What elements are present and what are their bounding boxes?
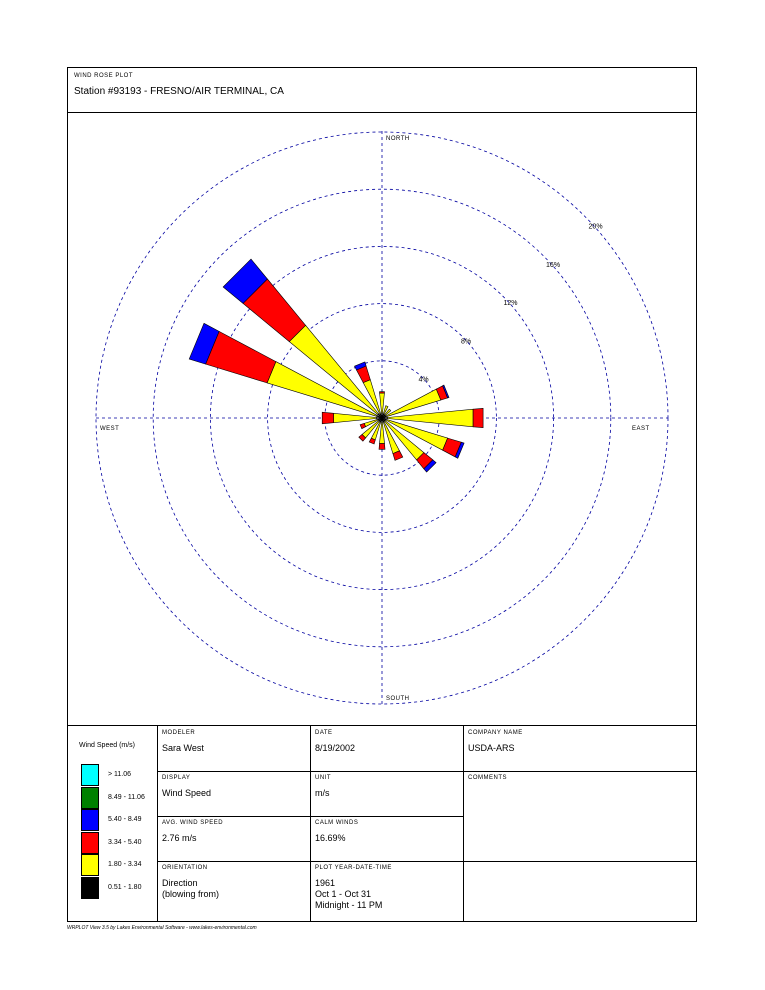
plot-year: 1961 <box>315 878 336 888</box>
ring-label-12: 12% <box>503 300 518 308</box>
east-label: EAST <box>632 426 650 432</box>
legend-title: Wind Speed (m/s) <box>79 742 136 749</box>
legend-label-2: 5.40 - 8.49 <box>108 816 142 823</box>
display-cell <box>158 771 310 816</box>
date-label: DATE <box>315 730 333 736</box>
ring-label-16: 16% <box>546 261 561 269</box>
modeler-cell <box>158 726 310 771</box>
ring-label-8: 8% <box>461 338 472 346</box>
wind-rose-plot-area <box>68 113 696 725</box>
plot-time-label: PLOT YEAR-DATE-TIME <box>315 865 392 871</box>
petal-67.5-bin-1 <box>386 389 441 417</box>
unit-label: UNIT <box>315 775 331 781</box>
orientation-label: ORIENTATION <box>162 865 208 871</box>
orientation-line-2: (blowing from) <box>162 889 220 899</box>
comments-label: COMMENTS <box>468 775 507 781</box>
orientation-value <box>162 878 219 900</box>
orientation-cell <box>158 861 310 922</box>
legend-label-5: 0.51 - 1.80 <box>108 883 142 891</box>
comments-cell <box>464 771 696 861</box>
petal-0-bin-2 <box>380 392 385 393</box>
calm-winds-value: 16.69% <box>315 833 346 843</box>
avg-speed-label: AVG. WIND SPEED <box>162 820 224 826</box>
north-label: NORTH <box>386 136 410 142</box>
petal-0-bin-1 <box>380 393 385 413</box>
unit-value: m/s <box>315 788 330 798</box>
petal-270-bin-1 <box>334 413 377 422</box>
plot-dates: Oct 1 - Oct 31 <box>315 889 372 899</box>
avg-speed-cell <box>158 816 310 861</box>
legend-label-0: > 11.06 <box>108 771 132 778</box>
company-value: USDA-ARS <box>468 743 515 753</box>
display-value: Wind Speed <box>162 788 212 798</box>
petal-247.5-bin-2 <box>360 423 366 428</box>
display-label: DISPLAY <box>162 775 191 781</box>
calm-winds-cell <box>311 816 463 861</box>
calm-winds-label: CALM WINDS <box>315 820 359 826</box>
date-cell <box>311 726 463 771</box>
wind-rose-chart <box>68 113 696 725</box>
petal-270-bin-2 <box>322 412 333 424</box>
date-value: 8/19/2002 <box>315 743 356 753</box>
legend-label-3: 3.34 - 5.40 <box>108 838 142 846</box>
plot-time-cell <box>311 861 463 922</box>
unit-cell <box>311 771 463 816</box>
info-table <box>68 725 696 921</box>
modeler-label: MODELER <box>162 730 196 736</box>
south-label: SOUTH <box>386 696 410 702</box>
avg-speed-value: 2.76 m/s <box>162 833 197 843</box>
legend-swatch-0 <box>81 764 99 786</box>
legend-label-4: 1.80 - 3.34 <box>108 861 142 868</box>
petal-180-bin-1 <box>380 422 385 443</box>
wind-rose-frame <box>67 67 697 922</box>
petal-180-bin-2 <box>379 444 385 450</box>
plot-header <box>68 68 696 113</box>
footer-credit: WRPLOT View 3.5 by Lakes Environmental Software - www.lakes-environmental.com <box>67 925 257 931</box>
orientation-line-1: Direction <box>162 878 198 888</box>
legend-label-1: 8.49 - 11.06 <box>108 793 145 801</box>
plot-time-value <box>315 878 382 911</box>
petal-90-bin-2 <box>473 408 483 427</box>
plot-hours: Midnight - 11 PM <box>315 900 383 910</box>
company-cell <box>464 726 696 771</box>
west-label: WEST <box>100 426 120 432</box>
company-label: COMPANY NAME <box>468 730 523 736</box>
legend-swatch-4 <box>81 854 99 876</box>
legend-swatch-2 <box>81 809 99 831</box>
legend-swatch-5 <box>81 877 99 899</box>
plot-type-label: WIND ROSE PLOT <box>74 73 134 79</box>
ring-label-20: 20% <box>588 223 603 231</box>
modeler-value: Sara West <box>162 743 204 753</box>
legend-swatch-1 <box>81 787 99 809</box>
legend-swatch-3 <box>81 832 99 854</box>
station-title: Station #93193 - FRESNO/AIR TERMINAL, CA <box>74 86 284 97</box>
ring-label-4: 4% <box>418 376 429 384</box>
